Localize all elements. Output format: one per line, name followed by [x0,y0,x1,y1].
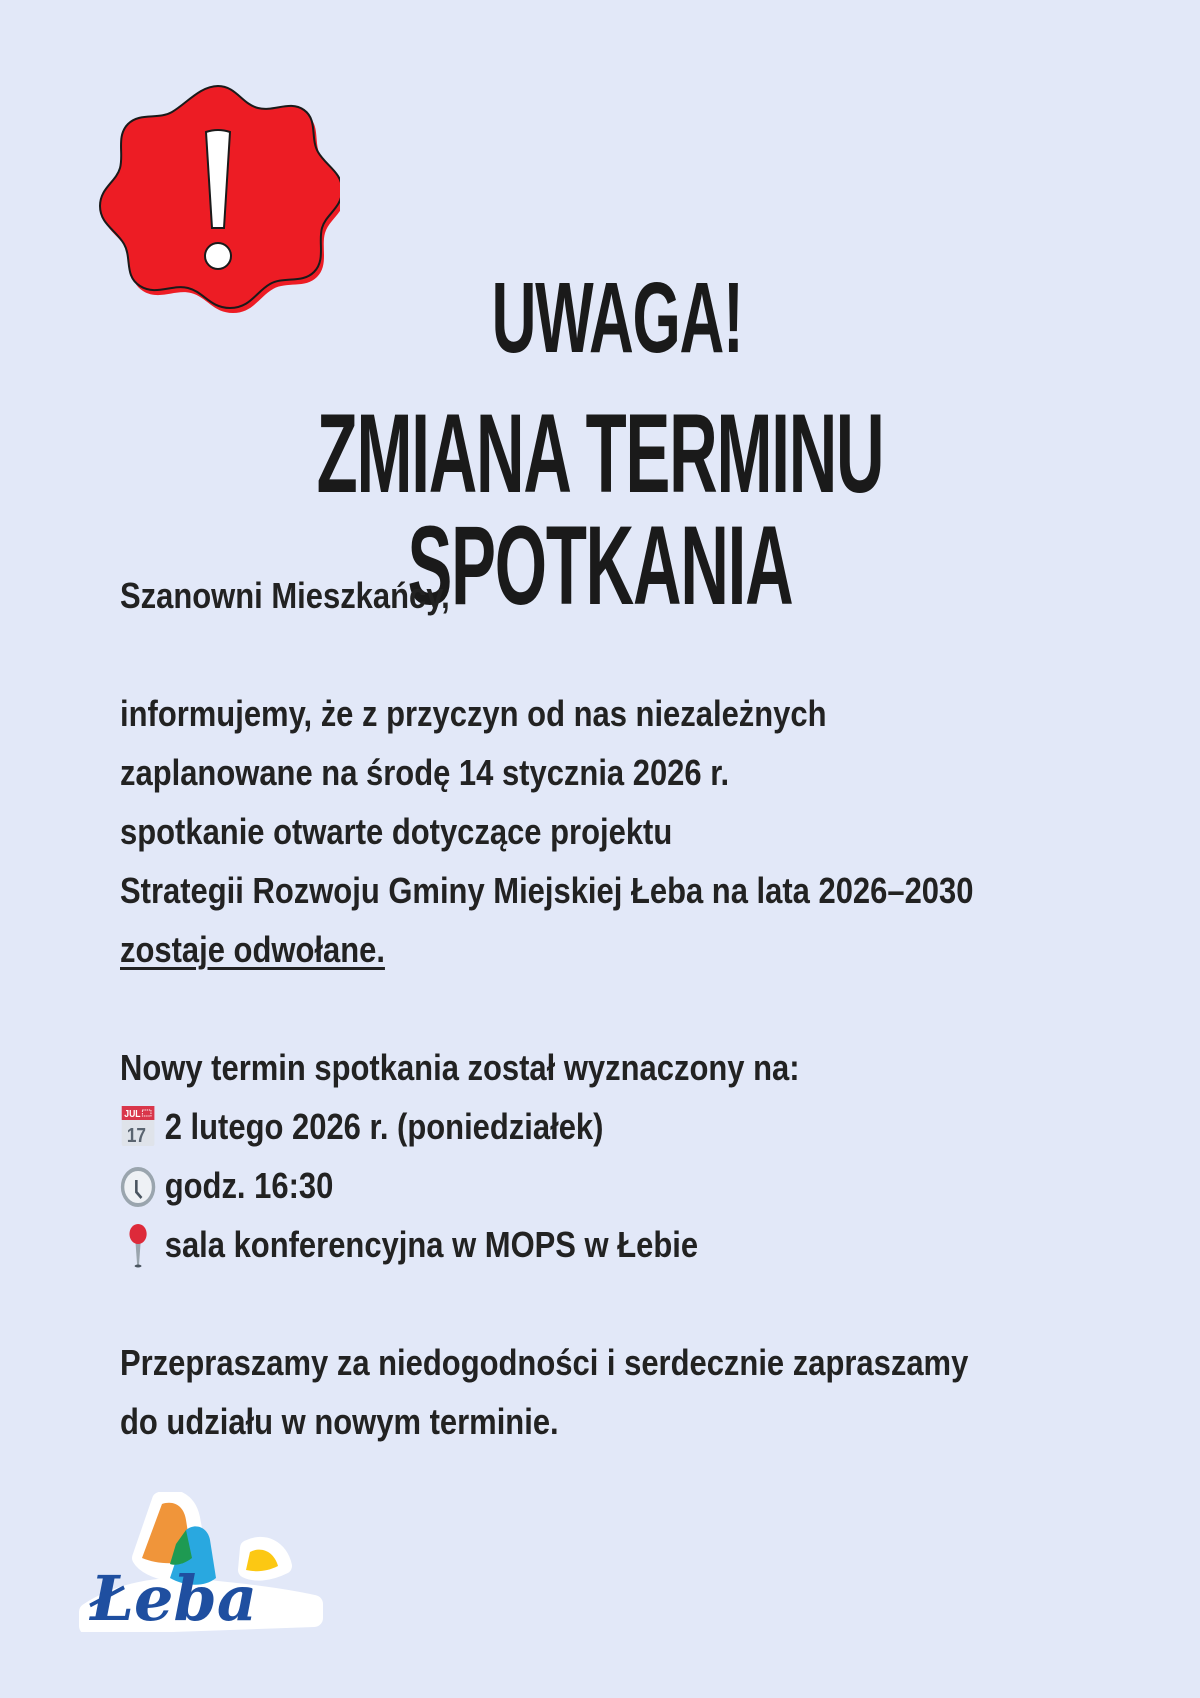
paragraph-line: informujemy, że z przyczyn od nas niezależnych [120,693,827,734]
detail-location [120,1215,980,1274]
clock-icon [120,1163,158,1209]
paragraph-line: spotkanie otwarte dotyczące projektu [120,811,673,852]
detail-date-text: 2 lutego 2026 r. (poniedziałek) [164,1106,604,1147]
closing-line: do udziału w nowym terminie. [120,1401,559,1442]
detail-date [120,1097,980,1156]
svg-text:17: 17 [126,1123,146,1146]
svg-text:JUL: JUL [124,1107,141,1119]
detail-time [120,1156,980,1215]
title-warning: UWAGA! [491,262,743,374]
map-pin-icon [120,1222,158,1268]
calendar-icon [120,1104,158,1150]
svg-text:Łeba: Łeba [90,1562,257,1632]
paragraph-line: zaplanowane na środę 14 stycznia 2026 r. [120,752,730,793]
greeting: Szanowni Mieszkańcy, [120,575,450,616]
cancelled-text: zostaje odwołane. [120,929,385,970]
paragraph-line: Strategii Rozwoju Gminy Miejskiej Łeba na lata 2026–2030 [120,870,974,911]
title-heading: ZMIANA TERMINU SPOTKANIA [316,391,884,628]
closing-line: Przepraszamy za niedogodności i serdecznie zapraszamy [120,1342,969,1383]
new-date-intro: Nowy termin spotkania został wyznaczony na: [120,1047,800,1088]
notice-body [120,566,1120,1451]
leba-logo [78,1492,328,1632]
detail-location-text: sala konferencyjna w MOPS w Łebie [164,1224,699,1265]
detail-time-text: godz. 16:30 [164,1165,334,1206]
